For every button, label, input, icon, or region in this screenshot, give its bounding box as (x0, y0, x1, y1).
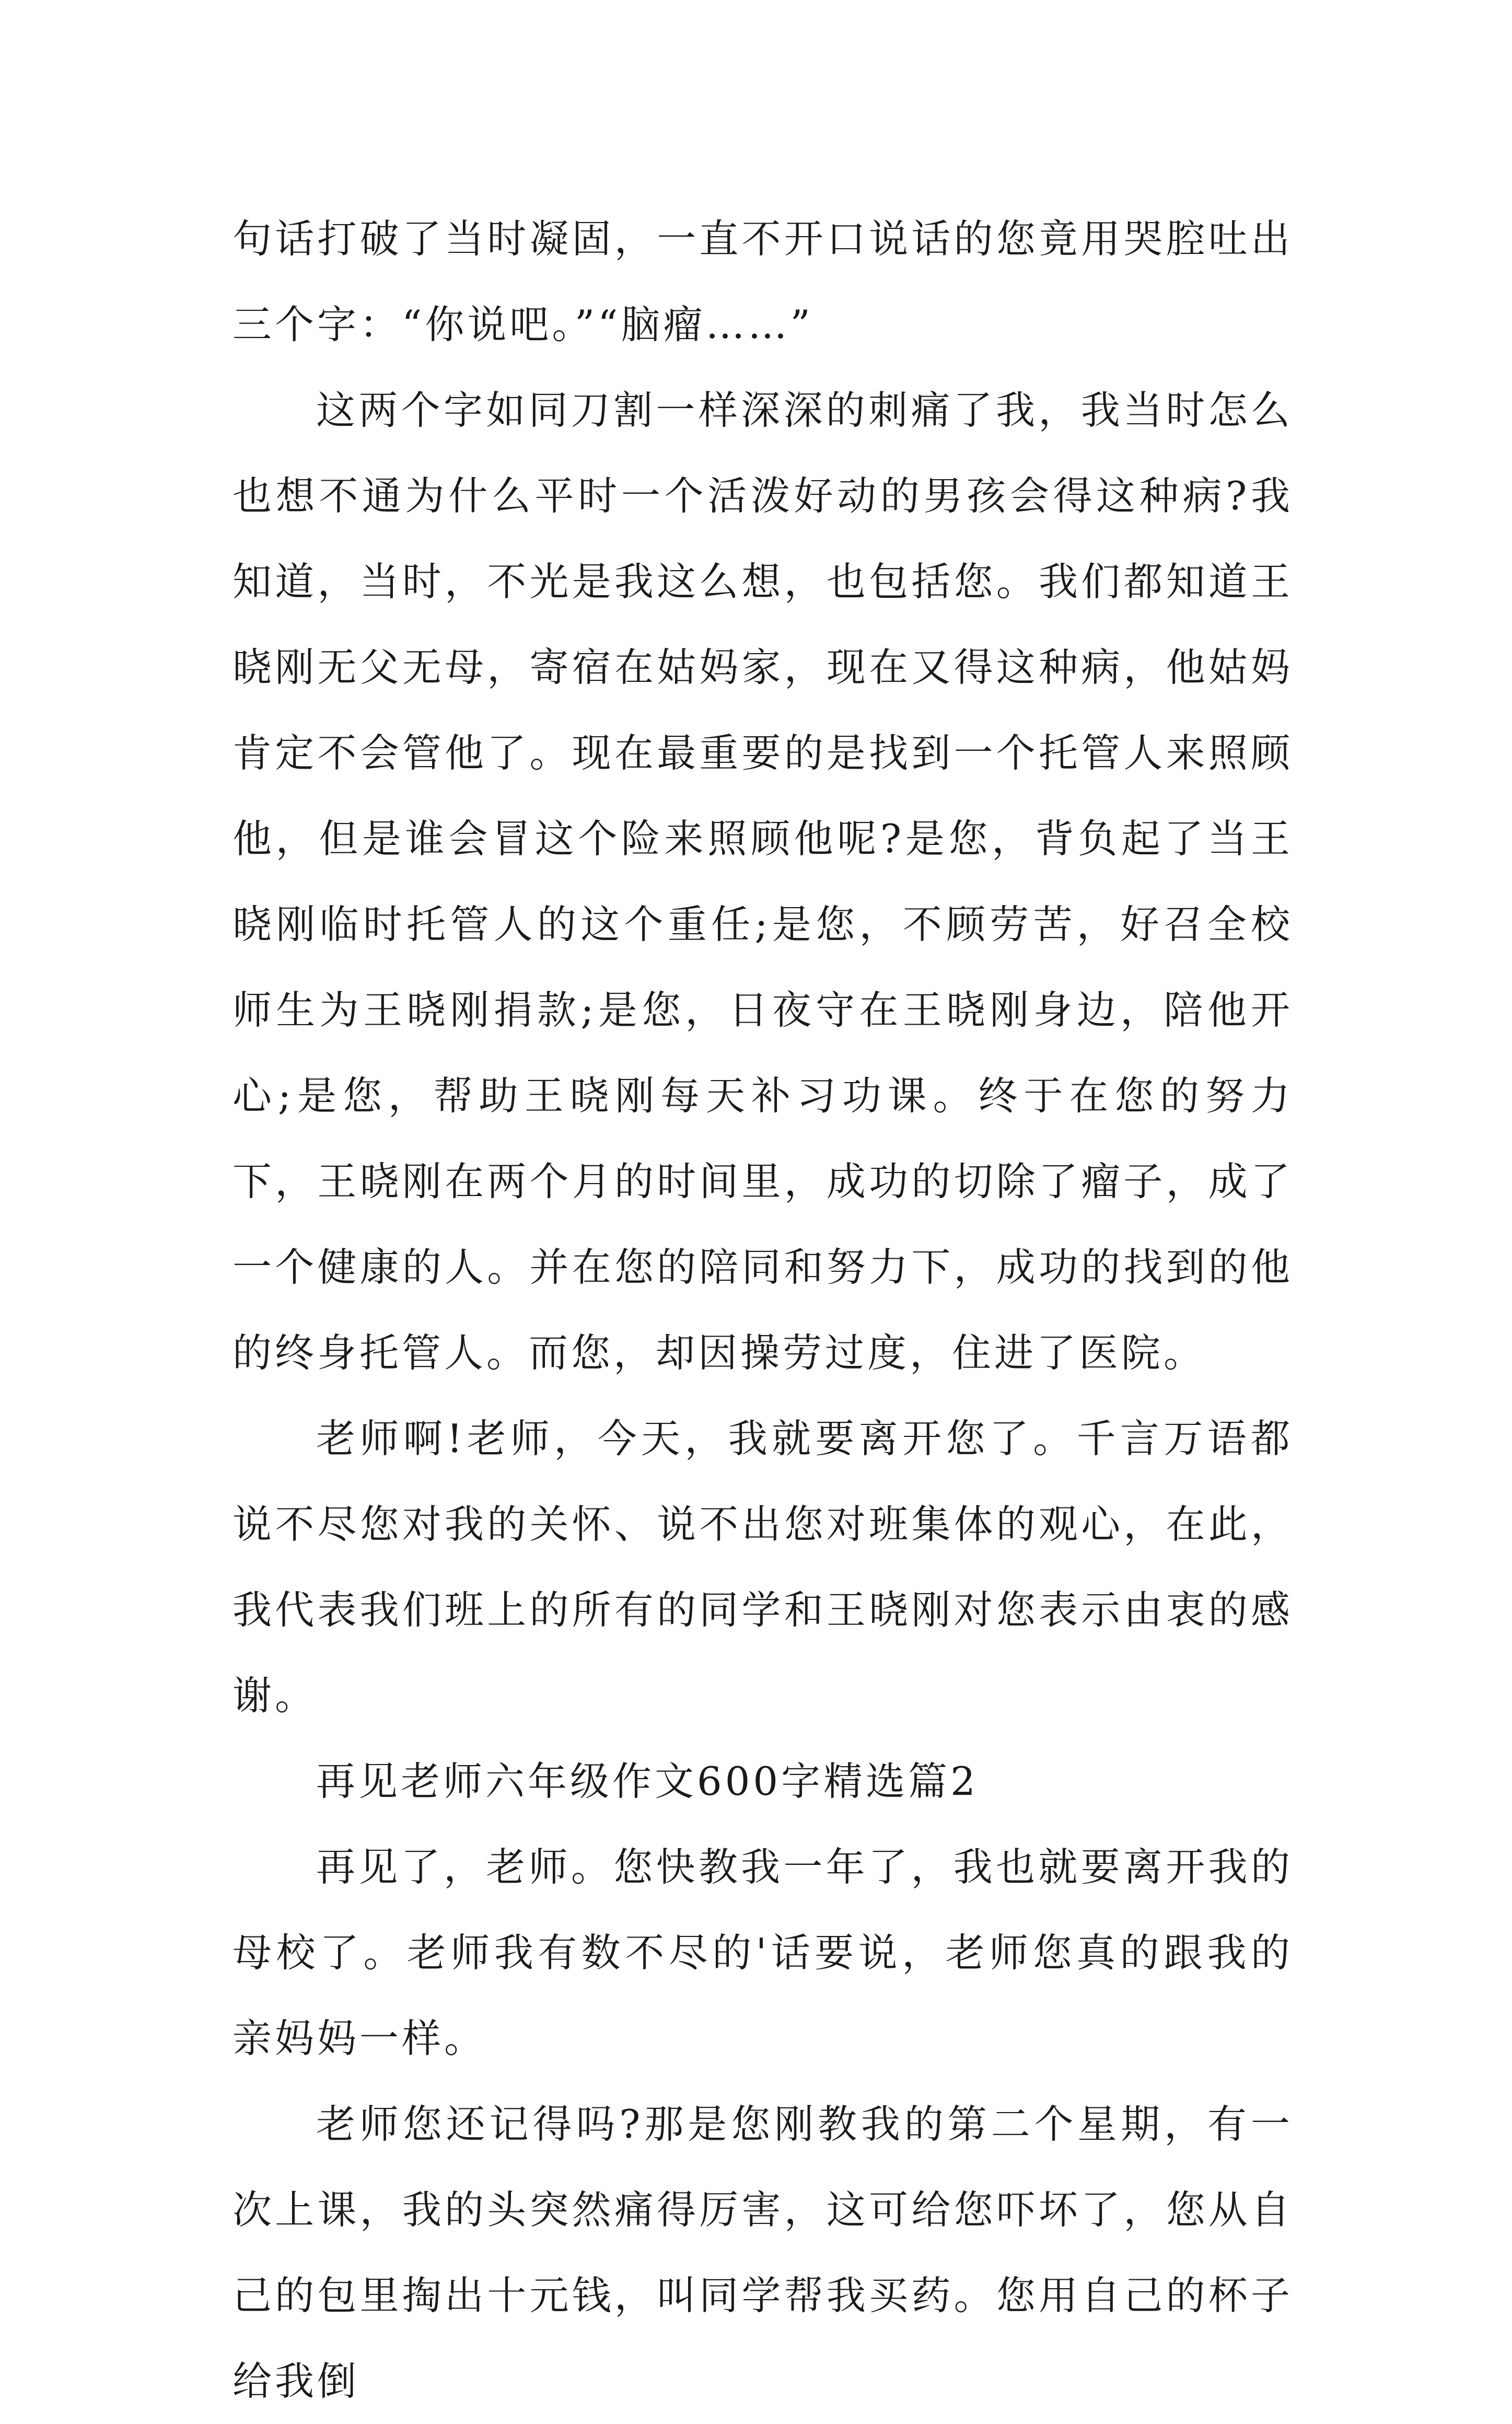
paragraph: 老师啊!老师，今天，我就要离开您了。千言万语都说不尽您对我的关怀、说不出您对班集体的观心，在此，我代表我们班上的所有的同学和王晓刚对您表示由衷的感谢。 (232, 1416, 1293, 1719)
paragraph: 再见了，老师。您快教我一年了，我也就要离开我的母校了。老师我有数不尽的'话要说，老师您真的跟我的亲妈妈一样。 (232, 1844, 1293, 2061)
paragraph: 这两个字如同刀割一样深深的刺痛了我，我当时怎么也想不通为什么平时一个活泼好动的男孩会得这种病?我知道，当时，不光是我这么想，也包括您。我们都知道王晓刚无父无母，寄宿在姑妈家，现在又得这种病，他姑妈肯定不会管他了。现在最重要的是找到一个托管人来照顾他，但是谁会冒这个险来照顾他呢?是您，背负起了当王晓刚临时托管人的这个重任;是您，不顾劳苦，好召全校师生为王晓刚捐款;是您，日夜守在王晓刚身边，陪他开心;是您，帮助王晓刚每天补习功课。终于在您的努力下，王晓刚在两个月的时间里，成功的切除了瘤子，成了一个健康的人。并在您的陪同和努力下，成功的找到的他的终身托管人。而您，却因操劳过度，住进了医院。 (232, 387, 1293, 1376)
section-heading: 再见老师六年级作文600字精选篇2 (316, 1758, 979, 1804)
paragraph: 老师您还记得吗?那是您刚教我的第二个星期，有一次上课，我的头突然痛得厉害，这可给您吓坏了，您从自己的包里掏出十元钱，叫同学帮我买药。您用自己的杯子给我倒 (232, 2101, 1293, 2404)
document-body (232, 196, 1293, 2424)
paragraph: 句话打破了当时凝固，一直不开口说话的您竟用哭腔吐出三个字：“你说吧。”“脑瘤……” (232, 216, 1293, 347)
